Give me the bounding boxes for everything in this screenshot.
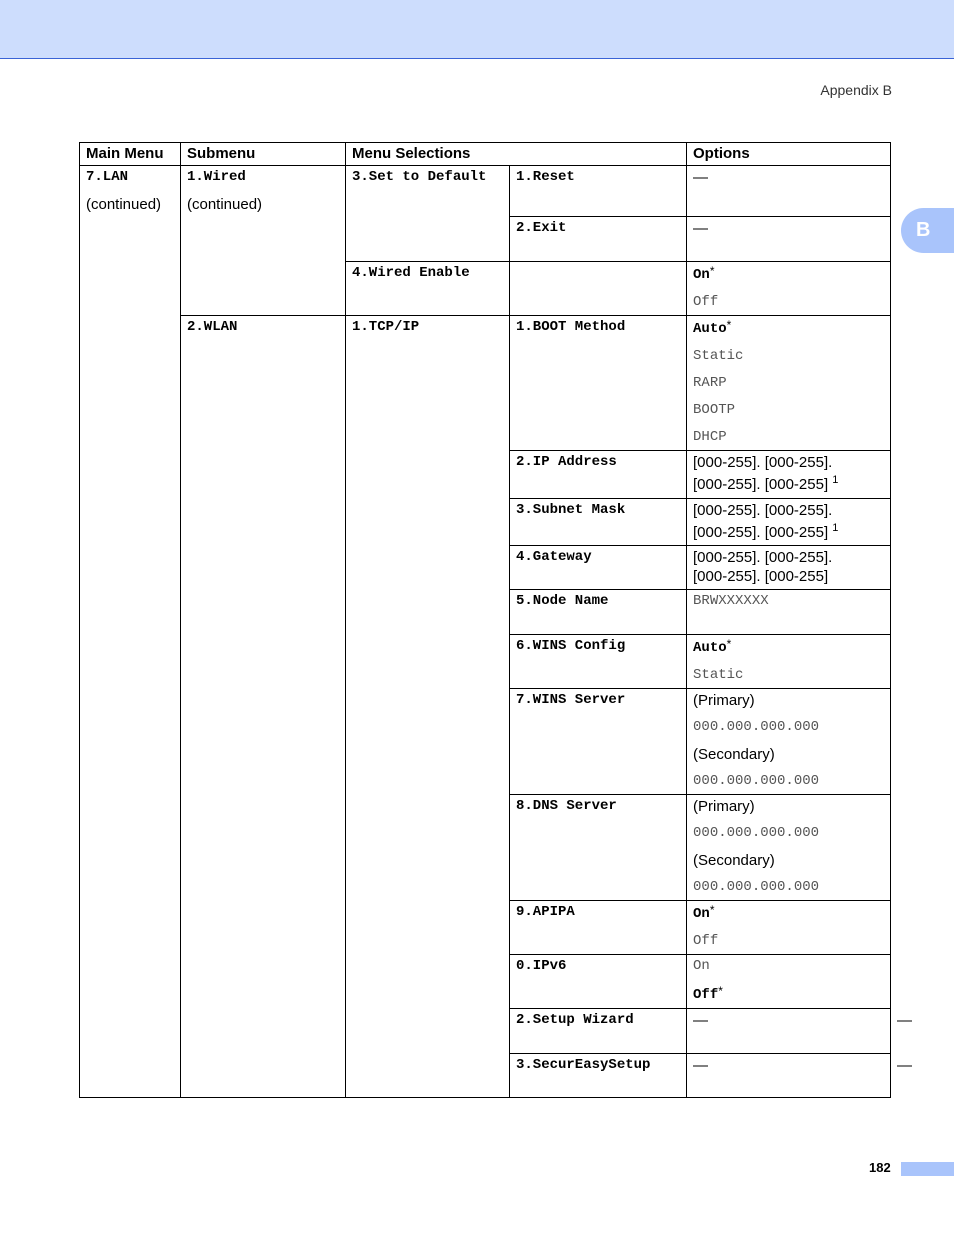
tcpip-cell: 1.TCP/IP [346,316,510,1098]
footnote-ref: 1 [832,474,839,486]
dns-server-cell: 8.DNS Server [510,795,687,901]
submenu-wlan-cell: 2.WLAN [181,316,346,1098]
option-on-default: On [693,267,710,283]
exit-cell: 2.Exit [510,217,687,262]
appendix-tab-letter: B [916,219,931,241]
option-on-default: On [693,906,710,922]
table-row: 2.Setup Wizard — — [80,1009,891,1054]
default-marker: * [726,637,732,651]
setup-wizard-selection-cell: — [687,1009,891,1054]
wins-server-cell: 7.WINS Server [510,689,687,795]
set-to-default-cell: 3.Set to Default [346,166,510,262]
ip-address-cell: 2.IP Address [510,451,687,499]
wins-config-cell: 6.WINS Config [510,635,687,689]
header-main-menu: Main Menu [80,143,181,166]
footnote-ref: 1 [832,522,839,534]
option-static: Static [693,667,744,683]
menu-table [79,142,913,1098]
exit-option-cell: — [687,217,891,262]
ip-address-options-cell [687,451,891,499]
dns-secondary-value: 000.000.000.000 [693,879,820,895]
table-header-row [80,143,891,166]
page-number-bar [901,1162,954,1176]
default-marker: * [709,903,715,917]
apipa-options-cell [687,901,891,955]
option-off: Off [693,933,719,949]
submenu-wired-continued: (continued) [187,196,263,213]
wired-enable-cell: 4.Wired Enable [346,262,510,316]
boot-method-cell: 1.BOOT Method [510,316,687,451]
ip-range-line1: [000-255]. [000-255]. [693,454,833,471]
dns-primary-value: 000.000.000.000 [693,825,820,841]
option-bootp: BOOTP [693,402,736,418]
top-header-band [0,0,954,59]
default-marker: * [726,318,732,332]
option-off-default: Off [693,987,719,1003]
option-rarp: RARP [693,375,727,391]
dns-secondary-label: (Secondary) [693,852,775,869]
wins-server-options-cell [687,689,891,795]
gateway-cell: 4.Gateway [510,546,687,590]
main-menu-cell [80,166,181,1098]
option-on: On [693,958,710,974]
wins-secondary-label: (Secondary) [693,746,775,763]
secureasysetup-cell: 3.SecurEasySetup [510,1054,687,1098]
main-menu-continued: (continued) [86,196,162,213]
node-name-value-cell: BRWXXXXXX [687,590,891,635]
node-name-cell: 5.Node Name [510,590,687,635]
setup-wizard-cell: 2.Setup Wizard [510,1009,687,1054]
submenu-wired-label: 1.Wired [187,169,246,185]
option-dhcp: DHCP [693,429,727,445]
boot-method-options-cell [687,316,891,451]
subnet-range-line1: [000-255]. [000-255]. [693,502,833,519]
table-row: 3.SecurEasySetup — — [80,1054,891,1098]
ipv6-options-cell [687,955,891,1009]
option-static: Static [693,348,744,364]
table-row [80,166,891,217]
submenu-wired-cell [181,166,346,316]
header-menu-selections: Menu Selections [346,143,687,166]
dns-primary-label: (Primary) [693,798,755,815]
reset-option-cell: — [687,166,891,217]
subnet-mask-cell: 3.Subnet Mask [510,499,687,546]
section-label: Appendix B [820,82,892,98]
dns-server-options-cell [687,795,891,901]
gateway-range-line2: [000-255]. [000-255] [693,568,829,585]
wins-primary-label: (Primary) [693,692,755,709]
main-menu-label: 7.LAN [86,169,129,185]
wins-primary-value: 000.000.000.000 [693,719,820,735]
option-auto-default: Auto [693,640,727,656]
option-auto-default: Auto [693,321,727,337]
reset-cell: 1.Reset [510,166,687,217]
table-row [80,316,891,451]
ipv6-cell: 0.IPv6 [510,955,687,1009]
ip-range-line2: [000-255]. [000-255] [693,476,829,493]
wired-enable-empty-cell [510,262,687,316]
apipa-cell: 9.APIPA [510,901,687,955]
default-marker: * [718,984,723,998]
secureasysetup-selection-cell: — [687,1054,891,1098]
wins-config-options-cell [687,635,891,689]
subnet-mask-options-cell [687,499,891,546]
wins-secondary-value: 000.000.000.000 [693,773,820,789]
page-number: 182 [869,1160,891,1175]
option-off: Off [693,294,719,310]
header-options: Options [687,143,891,166]
default-marker: * [709,264,715,278]
subnet-range-line2: [000-255]. [000-255] [693,524,829,541]
gateway-options-cell [687,546,891,590]
wired-enable-options-cell [687,262,891,316]
header-submenu: Submenu [181,143,346,166]
gateway-range-line1: [000-255]. [000-255]. [693,549,833,566]
appendix-tab [901,208,954,253]
